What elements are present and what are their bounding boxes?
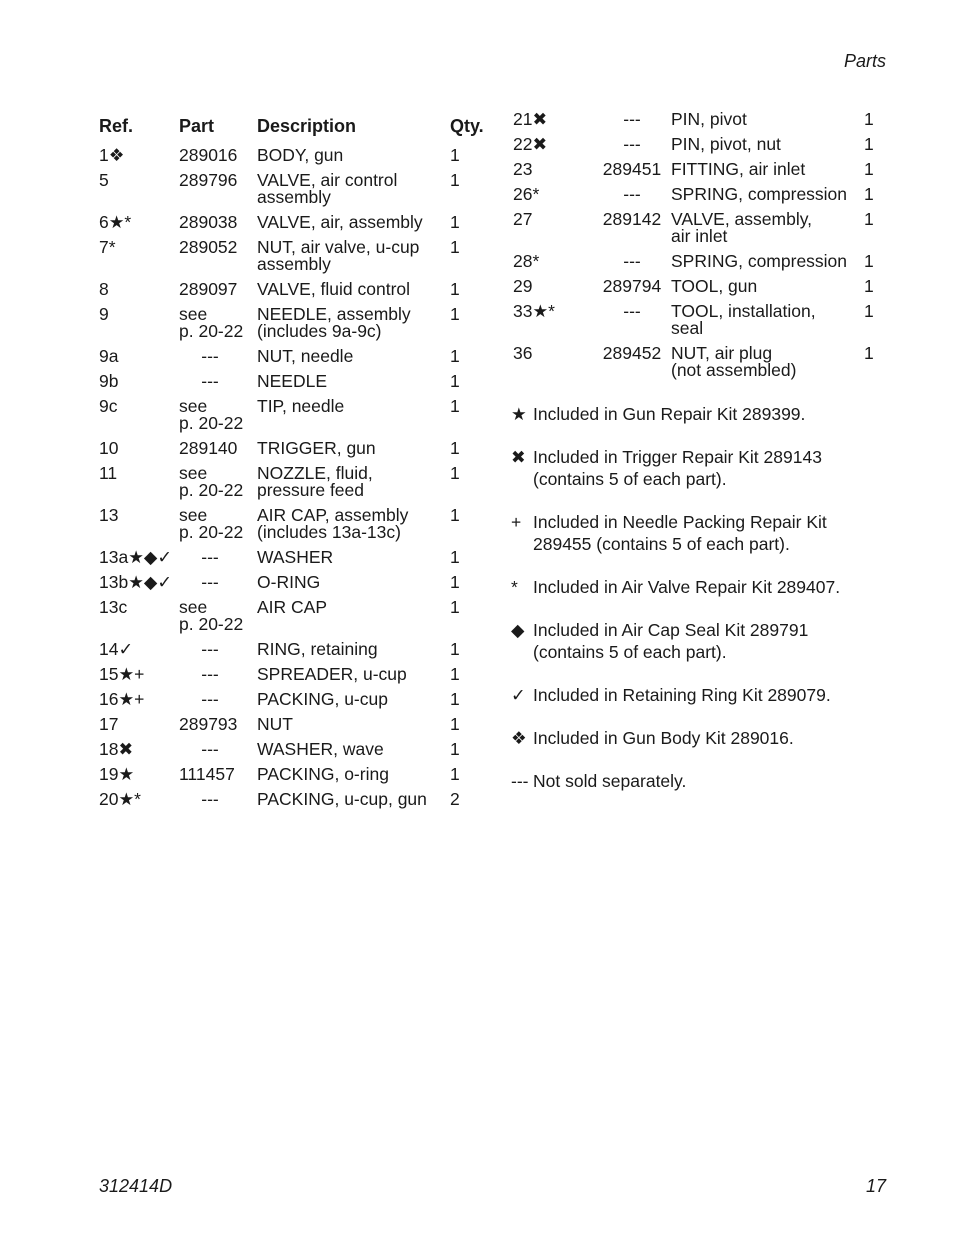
table-row <box>99 398 499 432</box>
qty-cell: 1 <box>864 159 874 179</box>
qty-cell: 1 <box>864 251 874 271</box>
ref-cell: 13b★◆✓ <box>99 572 173 592</box>
qty-cell: 1 <box>450 714 460 734</box>
qty-cell: 1 <box>450 572 460 592</box>
part-cell: --- <box>201 572 219 592</box>
ref-cell: 6★* <box>99 212 132 232</box>
table-row <box>99 373 499 390</box>
legend-text: Included in Air Valve Repair Kit 289407. <box>533 577 841 597</box>
part-cell: 289793 <box>179 714 238 734</box>
qty-cell: 1 <box>450 170 460 190</box>
legend-note <box>511 576 891 598</box>
part-cell: 289140 <box>179 438 238 458</box>
legend-note <box>511 619 891 663</box>
part-cell: --- <box>623 251 641 271</box>
description-cell: WASHER, wave <box>257 739 384 759</box>
ref-cell: 18✖ <box>99 739 134 759</box>
description-cell: SPRING, compression <box>671 184 848 204</box>
part-cell: --- <box>201 371 219 391</box>
qty-cell: 1 <box>450 597 460 617</box>
description-cell: NUT, needle <box>257 346 354 366</box>
qty-cell: 1 <box>864 276 874 296</box>
table-row <box>99 507 499 541</box>
description-cell: PACKING, u-cup <box>257 689 388 709</box>
description-cell: TRIGGER, gun <box>257 438 376 458</box>
ref-cell: 9 <box>99 304 109 324</box>
table-row <box>99 172 499 206</box>
legend-notes <box>511 403 891 813</box>
description-cell: BODY, gun <box>257 145 344 165</box>
table-row <box>99 574 499 591</box>
part-cell: see p. 20-22 <box>179 505 244 542</box>
legend-text: Not sold separately. <box>533 771 687 791</box>
ref-cell: 27 <box>513 209 533 229</box>
qty-cell: 1 <box>450 145 460 165</box>
description-cell: NEEDLE <box>257 371 328 391</box>
legend-note <box>511 446 891 490</box>
part-cell: --- <box>623 301 641 321</box>
part-cell: 289142 <box>602 209 662 229</box>
legend-note <box>511 727 891 749</box>
qty-cell: 1 <box>450 396 460 416</box>
legend-symbol: ✖ <box>511 447 526 467</box>
ref-cell: 17 <box>99 714 119 734</box>
legend-text: Included in Gun Repair Kit 289399. <box>533 404 806 424</box>
legend-symbol: ❖ <box>511 728 527 748</box>
description-cell: PACKING, o-ring <box>257 764 389 784</box>
description-cell: PIN, pivot <box>671 109 747 129</box>
table-row <box>513 111 893 128</box>
ref-cell: 9a <box>99 346 119 366</box>
table-row <box>99 440 499 457</box>
qty-cell: 1 <box>450 505 460 525</box>
table-row <box>513 186 893 203</box>
ref-cell: 20★* <box>99 789 141 809</box>
header-description: Description <box>257 116 357 136</box>
qty-cell: 1 <box>450 212 460 232</box>
description-cell: NEEDLE, assembly (includes 9a-9c) <box>257 304 411 341</box>
qty-cell: 1 <box>450 664 460 684</box>
part-cell: see p. 20-22 <box>179 597 244 634</box>
table-row <box>513 278 893 295</box>
table-row <box>99 306 499 340</box>
qty-cell: 1 <box>450 547 460 567</box>
description-cell: TOOL, gun <box>671 276 758 296</box>
legend-symbol: ✓ <box>511 685 526 705</box>
table-row <box>513 253 893 270</box>
legend-symbol: ◆ <box>511 620 525 640</box>
parts-table-left <box>99 118 499 816</box>
description-cell: RING, retaining <box>257 639 378 659</box>
table-row <box>99 549 499 566</box>
part-cell: see p. 20-22 <box>179 396 244 433</box>
part-cell: 289038 <box>179 212 238 232</box>
qty-cell: 2 <box>450 789 460 809</box>
qty-cell: 1 <box>450 438 460 458</box>
table-row <box>513 345 893 379</box>
legend-symbol: ★ <box>511 404 527 424</box>
legend-text: Included in Needle Packing Repair Kit 289455 (contains 5 of each part). <box>533 512 827 554</box>
ref-cell: 16★+ <box>99 689 145 709</box>
legend-symbol: + <box>511 512 522 532</box>
ref-cell: 10 <box>99 438 119 458</box>
part-cell: 289451 <box>602 159 662 179</box>
part-cell: --- <box>201 739 219 759</box>
part-cell: 289052 <box>179 237 238 257</box>
description-cell: VALVE, air control assembly <box>257 170 398 207</box>
legend-text: Included in Gun Body Kit 289016. <box>533 728 794 748</box>
ref-cell: 26* <box>513 184 540 204</box>
part-cell: 289794 <box>602 276 662 296</box>
table-row <box>99 239 499 273</box>
part-cell: see p. 20-22 <box>179 463 244 500</box>
ref-cell: 8 <box>99 279 109 299</box>
description-cell: AIR CAP <box>257 597 328 617</box>
table-row <box>99 666 499 683</box>
qty-cell: 1 <box>864 343 874 363</box>
description-cell: AIR CAP, assembly (includes 13a-13c) <box>257 505 409 542</box>
description-cell: SPRING, compression <box>671 251 848 271</box>
table-row <box>99 716 499 733</box>
table-row <box>99 281 499 298</box>
ref-cell: 9b <box>99 371 119 391</box>
qty-cell: 1 <box>450 639 460 659</box>
qty-cell: 1 <box>450 279 460 299</box>
table-row <box>99 599 499 633</box>
description-cell: PIN, pivot, nut <box>671 134 781 154</box>
table-row <box>99 465 499 499</box>
qty-cell: 1 <box>450 739 460 759</box>
part-cell: --- <box>201 547 219 567</box>
part-cell: --- <box>201 639 219 659</box>
ref-cell: 1❖ <box>99 145 125 165</box>
ref-cell: 28* <box>513 251 540 271</box>
header-qty: Qty. <box>450 116 484 136</box>
qty-cell: 1 <box>864 184 874 204</box>
qty-cell: 1 <box>450 764 460 784</box>
qty-cell: 1 <box>864 301 874 321</box>
table-row <box>99 691 499 708</box>
page-number: 17 <box>865 1176 886 1196</box>
part-cell: --- <box>201 346 219 366</box>
table-row <box>513 136 893 153</box>
legend-text: Included in Retaining Ring Kit 289079. <box>533 685 831 705</box>
part-cell: --- <box>623 109 641 129</box>
table-header <box>99 118 499 135</box>
table-row <box>99 766 499 783</box>
ref-cell: 21✖ <box>513 109 548 129</box>
qty-cell: 1 <box>864 109 874 129</box>
ref-cell: 22✖ <box>513 134 548 154</box>
part-cell: 111457 <box>179 764 235 784</box>
header-ref: Ref. <box>99 116 134 136</box>
parts-table-right <box>513 111 893 387</box>
table-row <box>99 741 499 758</box>
part-cell: --- <box>623 184 641 204</box>
description-cell: NOZZLE, fluid, pressure feed <box>257 463 373 500</box>
description-cell: O-RING <box>257 572 321 592</box>
part-cell: 289796 <box>179 170 238 190</box>
qty-cell: 1 <box>450 304 460 324</box>
qty-cell: 1 <box>450 346 460 366</box>
description-cell: NUT, air plug (not assembled) <box>671 343 797 380</box>
description-cell: VALVE, fluid control <box>257 279 411 299</box>
legend-note <box>511 403 891 425</box>
description-cell: FITTING, air inlet <box>671 159 806 179</box>
part-cell: --- <box>201 664 219 684</box>
qty-cell: 1 <box>450 237 460 257</box>
legend-symbol: * <box>511 577 518 597</box>
table-row <box>99 147 499 164</box>
ref-cell: 19★ <box>99 764 135 784</box>
table-row <box>99 791 499 808</box>
legend-note <box>511 770 891 792</box>
legend-symbol: --- <box>511 771 529 791</box>
description-cell: NUT, air valve, u-cup assembly <box>257 237 420 274</box>
part-cell: 289097 <box>179 279 238 299</box>
description-cell: SPREADER, u-cup <box>257 664 407 684</box>
table-row <box>513 303 893 337</box>
ref-cell: 13 <box>99 505 119 525</box>
ref-cell: 13c <box>99 597 128 617</box>
qty-cell: 1 <box>450 463 460 483</box>
part-cell: --- <box>623 134 641 154</box>
table-row <box>99 641 499 658</box>
legend-note <box>511 684 891 706</box>
ref-cell: 11 <box>99 463 118 483</box>
legend-note <box>511 511 891 555</box>
description-cell: NUT <box>257 714 293 734</box>
part-cell: --- <box>201 789 219 809</box>
ref-cell: 9c <box>99 396 118 416</box>
ref-cell: 7* <box>99 237 116 257</box>
part-cell: see p. 20-22 <box>179 304 244 341</box>
legend-text: Included in Air Cap Seal Kit 289791 (contains 5 of each part). <box>533 620 809 662</box>
description-cell: TIP, needle <box>257 396 345 416</box>
part-cell: --- <box>201 689 219 709</box>
ref-cell: 23 <box>513 159 533 179</box>
qty-cell: 1 <box>864 134 874 154</box>
part-cell: 289452 <box>602 343 662 363</box>
description-cell: PACKING, u-cup, gun <box>257 789 427 809</box>
table-row <box>99 214 499 231</box>
description-cell: VALVE, air, assembly <box>257 212 423 232</box>
header-part: Part <box>179 116 215 136</box>
description-cell: VALVE, assembly, air inlet <box>671 209 813 246</box>
qty-cell: 1 <box>450 371 460 391</box>
table-row <box>99 348 499 365</box>
ref-cell: 14✓ <box>99 639 134 659</box>
description-cell: WASHER <box>257 547 334 567</box>
table-row <box>513 161 893 178</box>
ref-cell: 29 <box>513 276 533 296</box>
description-cell: TOOL, installation, seal <box>671 301 816 338</box>
qty-cell: 1 <box>450 689 460 709</box>
section-title: Parts <box>843 51 886 71</box>
document-number: 312414D <box>99 1176 173 1196</box>
ref-cell: 36 <box>513 343 533 363</box>
qty-cell: 1 <box>864 209 874 229</box>
ref-cell: 13a★◆✓ <box>99 547 173 567</box>
ref-cell: 5 <box>99 170 109 190</box>
legend-text: Included in Trigger Repair Kit 289143 (contains 5 of each part). <box>533 447 822 489</box>
table-row <box>513 211 893 245</box>
ref-cell: 15★+ <box>99 664 145 684</box>
ref-cell: 33★* <box>513 301 555 321</box>
part-cell: 289016 <box>179 145 238 165</box>
